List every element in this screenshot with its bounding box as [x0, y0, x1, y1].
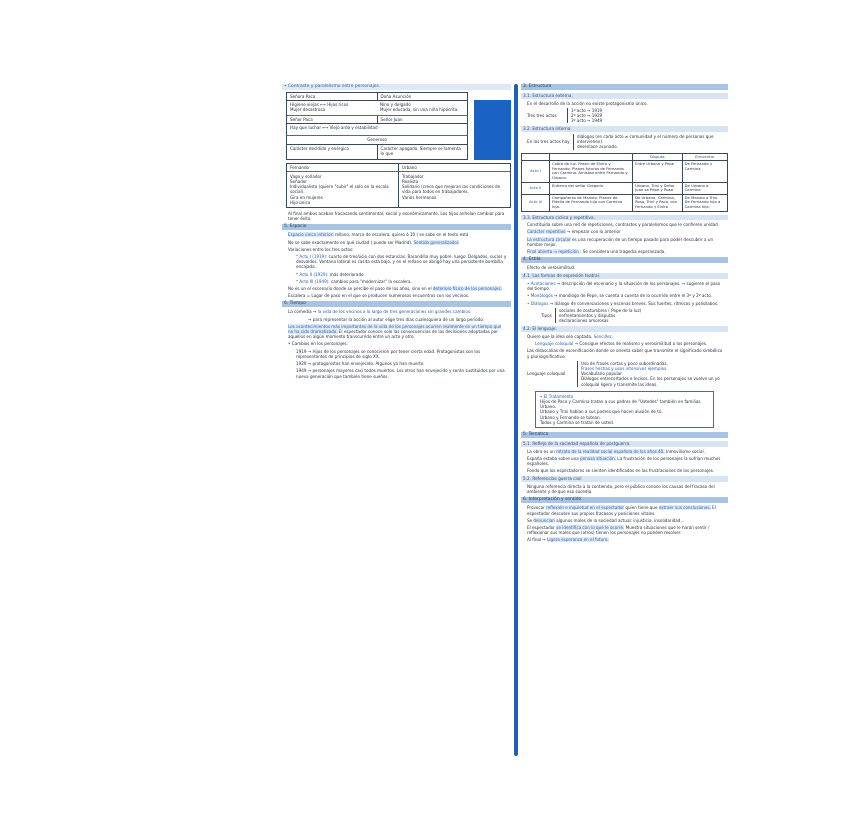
- left-column: • Contraste y paralelismo entre personajes. Señora Paca Doña Asunción Higiene viejas ⟷ Hijos ricos Mujer desastrosa Nino y delgado Mujer educada, sin una niña hipócrita. Señor Paca Señor Juan Hay que luchar ⟷ Viejo ardo y estabilidad Generoso Carácter decidido y enérgico Carácter apagado. Siempre se lamenta lo que Fernando Vago y soñador Soñador Individualista (quiere "subir" el solo en la escala social). Gira en mujeres Hijo único Urbano Trabajador Realista Solidario (crece que mejoran las condiciones de vida para todos en trabajadores. Varios hermanos Al final ambos acaban fracasando sentimental, social y económicamente. Los hijos anhelan cambiar para tener éxito. 5. Espacio Espacio único interior: rellano, marco de escalera, quiero ó 10 ( se sabe en el texto está No se sabe exactamente en qué ciudad ( puede ser Madrid). Sentido generalizador. Variaciones entre los tres actos: * Acto I (1919): cuarto de tres/ocio con dos estancias. Barandilla muy pobre. luego. Delgados, sucios y desvaídos. Ventana lateral es casita está bajo, y en el rellano se abrigó hay una persistente bombilla encajada. * Acto II (1929): más deteriorado * Acto III (1949): cambios para "modernizar" la escalera. No es un el escenario donde se percibe el paso de los años, sino en el deterioro físico de los personajes. Escalera = Lugar de paso en el que se producen numerosos encuentros con los vecinos. 6. Tiempo La comedia → la vida de los vecinos a lo largo de tres generaciones sin grandes cambios. → para representar la acción al autor elige tres días cualesquiera de un largo periodo. Los acontecimientos más importantes de la vida de los personajes ocurren realmente en un tiempo que no ha sido dramatizado. El espectador conoce solo las consecuencias de las decisiones adoptadas por aquellos en algún momento transcurrido entre un acto y otro. • Cambios en los personajes: 1919 → Hijos de los personajes se conocieron por tener cierta edad. Protagonistas son los representantes de principios de siglo XX. 1929 → protagonistas han envejecido. Algunos ya han muerto. 1949 → personajes mayores casi todos muertos. Los otros han envejecido y serán sustituidos por una nueva generación que también tiene sueños.: [282, 84, 511, 381]
- acts-table: [521, 153, 728, 212]
- column-header: Fernando: [287, 164, 398, 172]
- table-row: Acto I Cobro de luz. Pasen de Elvira y Fernando. Planes futuros de Fernando con Carmina. Amistad entre Fernando y Urbano. Entre Urbano y Pepe De Fernando y Carmina: [522, 161, 728, 182]
- section-heading-espacio: 5. Espacio: [282, 224, 511, 230]
- section-heading-estilo: 4. Estilo.: [521, 257, 728, 263]
- section-heading-estructura: 3. Estructura: [521, 84, 728, 90]
- section-heading-tematica: 5. Temática: [521, 432, 728, 438]
- grid-row: Generoso: [286, 136, 468, 144]
- fernando-urbano-grid: Fernando Vago y soñador Soñador Individualista (quiere "subir" el solo en la escala social). Gira en mujeres Hijo único Urbano Trabajador Realista Solidario (crece que mejoran las condiciones de vida para todos en trabajadores. Varios hermanos: [286, 163, 511, 208]
- section-heading-tiempo: 6. Tiempo: [282, 301, 511, 307]
- column-header: Urbano: [399, 164, 510, 172]
- column-divider: [514, 84, 518, 756]
- final-note: Al final ambos acaban fracasando sentimental, social y económicamente. Los hijos anhelan cambiar para tener éxito.: [288, 211, 505, 222]
- right-column: 3. Estructura 3.1. Estructura externa. En el desarrollo de la acción no existe protagonismo único. Tres tres actos 1º acto → 1919 2º acto → 1929 3º acto → 1949 3.2. Estructura interna. En los tres actos hay diálogos (en cada acto ≠ comunidad y el número de personas que intervienen). desenlace acunado. Disputa Encuentro Acto I Cobro de luz. Pasen de Elvira y Fernando. Planes futuros de Fernando con Carmina. Amistad entre Fernando y Urbano. Entre Urbano y Pepe De Fernando y Carmina Acto II Entierro del señor Gregorio Urbano, Trini y Señor Juan se Pepe y Rosa De Urbano a Carmina Acto III Compañeros de Manolo. Planes de Fidelio de Fernando hijo con Carmina hija. De Urbano, Carmina, Rosa, Trini y Paca, con Fernando y Elvira De Manolo a Trini. De Fernando hijo a Carmina hija. 3.3. Estructura cíclica y repetitiva. Constituida sobre una red de repeticiones, contrastes y paralelismos que le confieren unidad. Carácter repetitivo → empezar con lo anterior La estructura circular es una recuperación de un tiempo pasado para poder descubrir a un hombre mejor. Final abierto ⇒ repetición : Se considera una tragedia esperanzada. 4. Estilo. Efecto de verosimilitud. 4.1. Las formas de expresión teatral. • Acotaciones → descripción del escenario y la situación de los personajes. → sugieren el paso del tiempo. • Monólogos → monólogo de Pepe, se cuenta a cuenta de lo ocurrido entre el 3º y 2º acto. • Diálogos → diálogo de conversaciones y escenas breves. Sus fuertes, rítmicos y polisílabos. Tipos sociales de costumbres ( Pepe de la luz) enfrentamientos y disputas declaraciones amorosas 4.2. El lenguaje. Quiere que la idea sea captada. Sencillez. Lenguaje coloquial → Consigue efectos de realismo y verosimilitud a los personajes. Las didascalias de escenificación donde se orienta saber que transmite el significado simbólico y plurisignificativo. Lenguaje coloquial Uso de frases cortas y poco subordinadas. Frases hechas y usos intensivos ejemplos. Vocabulario popular. Diálogos entrecortados e Incisos. En los personajes se vuelve un yo coloquial ligero y transmite las ideas. • El Tratamiento Hijos de Paco y Carmina tratan a sus padres de "Ustedes" también en familias Urbano. Urbano y Trini hablan a sus padres que hacen alusión de tú. Urbano y Fernando se tutean. Todos y Carmina se tratan de usted. 5. Temática 5.1. Reflejo de la sociedad española de postguerra. La obra es un retrato de la realidad social española de los años 40. Inmovilismo social. España estaba sobre una penosa situación. La frustración de los personajes la sufrían muchos españoles. Fondo que los espectadores se sienten identificados en las frustraciones de los personajes. 5.2. Referencias guerra civil Ninguna referencia directa a la contienda, pero el público conoce los causas del fracaso del ambiente y de que eso sucedía. 6. Interpretación y sentido. Provocar reflexión e inquietud en el espectador quien tiene que extraer sus conclusiones. El espectador descubre sus propios fracasos y posiciones vitales. Se denuncian algunos males de la sociedad actual: injusticia, insolidaridad... El espectador se identifica con lo que le ocurre. Muestra situaciones que le harán sentir / reflexionar sus males que (otros) tienen los personajes no pueden resolver. Al final → Ligera esperanza en el futuro.: [521, 84, 728, 545]
- notes-page: [282, 84, 728, 754]
- table-header-row: Disputa Encuentro: [522, 153, 728, 161]
- grid-row: Señora Paca Doña Asunción: [286, 92, 468, 101]
- tratamiento-box: • El Tratamiento Hijos de Paco y Carmina tratan a sus padres de "Ustedes" también en familias Urbano. Urbano y Trini hablan a sus padres que hacen alusión de tú. Urbano y Fernando se tutean. Todos y Carmina se tratan de usted.: [535, 391, 714, 428]
- intro-title: • Contraste y paralelismo entre personajes.: [282, 84, 511, 90]
- character-contrast-grid: [286, 92, 511, 160]
- table-row: Acto III Compañeros de Manolo. Planes de Fidelio de Fernando hijo con Carmina hija. De Urbano, Carmina, Rosa, Trini y Paca, con Fernando y Elvira De Manolo a Trini. De Fernando hijo a Carmina hija.: [522, 194, 728, 211]
- grid-row: Hay que luchar ⟷ Viejo ardo y estabilidad: [286, 124, 468, 136]
- grid-row: Señor Paca Señor Juan: [286, 116, 468, 124]
- table-row: Acto II Entierro del señor Gregorio Urbano, Trini y Señor Juan se Pepe y Rosa De Urbano a Carmina: [522, 182, 728, 194]
- section-heading-interpretacion: 6. Interpretación y sentido.: [521, 497, 728, 503]
- grid-row: Higiene viejas ⟷ Hijos ricos Mujer desastrosa Nino y delgado Mujer educada, sin una niña hipócrita.: [286, 101, 468, 116]
- blue-highlight-block: [474, 100, 511, 160]
- grid-row: Carácter decidido y enérgico Carácter apagado. Siempre se lamenta lo que: [286, 145, 468, 160]
